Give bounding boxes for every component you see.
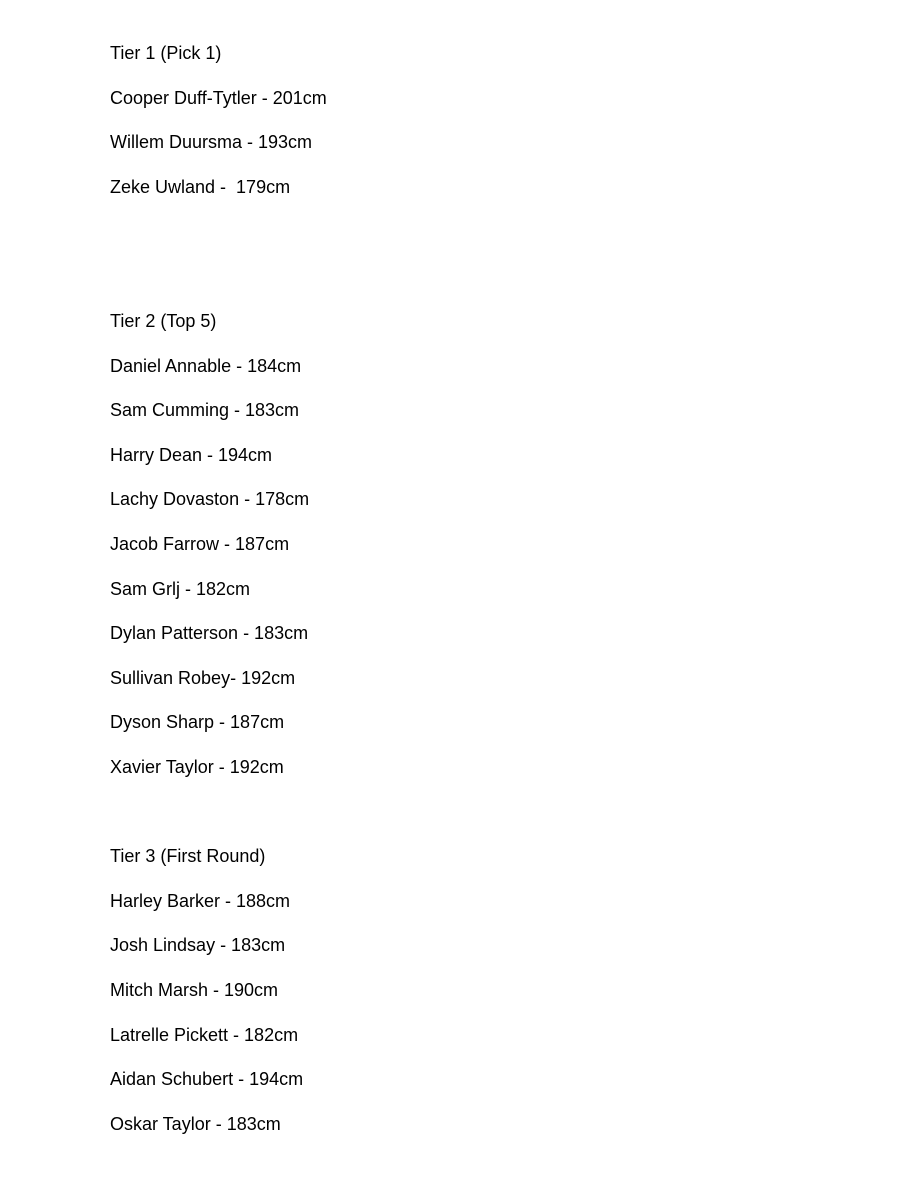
- tier-2-heading: Tier 2 (Top 5): [110, 311, 217, 331]
- player-entry: Latrelle Pickett - 182cm: [110, 1025, 299, 1045]
- player-entry: Jacob Farrow - 187cm: [110, 534, 290, 554]
- player-entry: Sullivan Robey- 192cm: [110, 668, 296, 688]
- player-entry: Dylan Patterson - 183cm: [110, 623, 309, 643]
- player-entry: Sam Grlj - 182cm: [110, 579, 251, 599]
- player-entry: Dyson Sharp - 187cm: [110, 712, 285, 732]
- player-entry: Sam Cumming - 183cm: [110, 400, 300, 420]
- player-entry: Harley Barker - 188cm: [110, 891, 291, 911]
- player-entry: Aidan Schubert - 194cm: [110, 1069, 304, 1089]
- player-entry: Xavier Taylor - 192cm: [110, 757, 284, 777]
- player-entry: Mitch Marsh - 190cm: [110, 980, 279, 1000]
- player-entry: Willem Duursma - 193cm: [110, 132, 313, 152]
- player-entry: Lachy Dovaston - 178cm: [110, 489, 310, 509]
- player-entry: Josh Lindsay - 183cm: [110, 935, 286, 955]
- tier-3-heading: Tier 3 (First Round): [110, 846, 266, 866]
- player-entry: Zeke Uwland - 179cm: [110, 177, 291, 197]
- player-entry: Daniel Annable - 184cm: [110, 356, 302, 376]
- tier-1-heading: Tier 1 (Pick 1): [110, 43, 222, 63]
- player-entry: Harry Dean - 194cm: [110, 445, 273, 465]
- player-entry: Cooper Duff-Tytler - 201cm: [110, 88, 327, 108]
- player-entry: Oskar Taylor - 183cm: [110, 1114, 281, 1134]
